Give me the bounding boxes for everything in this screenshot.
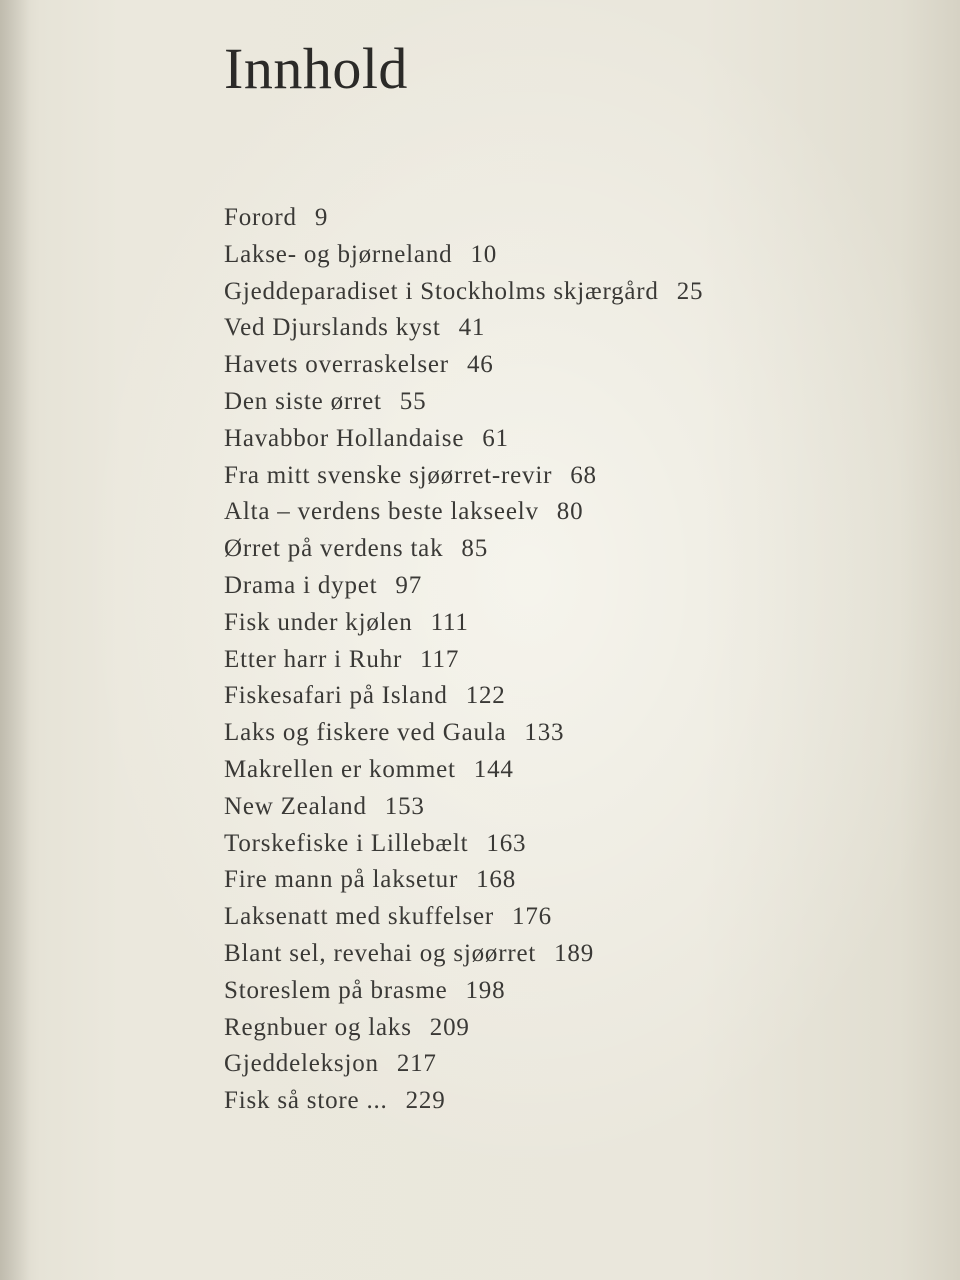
toc-entry-title: Storeslem på brasme: [224, 976, 448, 1004]
toc-entry: [224, 458, 703, 495]
table-of-contents: [224, 200, 703, 1120]
toc-entry-title: Fra mitt svenske sjøørret-revir: [224, 461, 553, 489]
toc-entry-page-number: 117: [420, 645, 460, 673]
toc-entry: [224, 1083, 703, 1120]
toc-entry-page-number: 68: [570, 461, 597, 489]
toc-entry: [224, 899, 703, 936]
toc-entry-page-number: 176: [512, 903, 552, 931]
toc-entry-page-number: 97: [395, 571, 423, 599]
toc-entry-title: Ved Djurslands kyst: [224, 314, 441, 342]
toc-entry: [224, 200, 703, 237]
toc-entry: [224, 1046, 703, 1083]
toc-entry: [224, 862, 703, 899]
toc-entry: [224, 421, 703, 458]
toc-entry-title: Forord: [224, 204, 297, 231]
toc-entry-page-number: 163: [486, 829, 527, 857]
toc-entry-page-number: 144: [473, 755, 514, 783]
toc-entry-title: Etter harr i Ruhr: [224, 645, 403, 673]
toc-entry: [224, 605, 703, 642]
toc-entry: [224, 568, 703, 605]
toc-entry-title: Alta – verdens beste lakseelv: [224, 498, 539, 526]
toc-entry-title: Gjeddeparadiset i Stockholms skjærgård: [224, 277, 659, 305]
toc-entry-title: Makrellen er kommet: [224, 755, 456, 783]
toc-entry-title: Lakse- og bjørneland: [224, 240, 453, 268]
toc-entry-page-number: 80: [556, 498, 584, 526]
toc-entry: [224, 347, 703, 384]
toc-entry-title: Drama i dypet: [224, 571, 378, 599]
toc-entry-page-number: 168: [476, 866, 517, 894]
toc-entry: [224, 973, 703, 1010]
toc-entry-page-number: 111: [430, 608, 469, 636]
toc-entry: [224, 789, 703, 826]
toc-entry-page-number: 153: [384, 792, 425, 820]
toc-entry: [224, 237, 703, 274]
toc-entry-page-number: 189: [554, 939, 595, 967]
toc-entry: [224, 715, 703, 752]
toc-entry-title: Laks og fiskere ved Gaula: [224, 719, 507, 747]
toc-entry: [224, 531, 703, 568]
toc-entry-title: Torskefiske i Lillebælt: [224, 829, 469, 857]
toc-entry-page-number: 133: [524, 719, 565, 747]
page-gutter-shadow: [0, 0, 30, 1280]
toc-entry: [224, 310, 703, 347]
toc-entry-page-number: 122: [465, 682, 506, 710]
toc-entry: [224, 678, 703, 715]
toc-entry: [224, 642, 703, 679]
toc-entry-page-number: 229: [405, 1087, 446, 1115]
toc-entry: [224, 274, 703, 311]
toc-entry-page-number: 85: [461, 535, 488, 563]
toc-entry-title: Gjeddeleksjon: [224, 1050, 379, 1078]
toc-entry: [224, 826, 703, 863]
toc-entry: [224, 494, 703, 531]
toc-entry-title: New Zealand: [224, 792, 367, 820]
toc-entry-title: Regnbuer og laks: [224, 1013, 412, 1041]
toc-entry: [224, 936, 703, 973]
toc-entry-title: Fire mann på laksetur: [224, 866, 459, 894]
toc-entry-page-number: 10: [470, 240, 498, 268]
toc-entry-title: Fiskesafari på Island: [224, 682, 448, 710]
toc-entry-title: Fisk så store ...: [224, 1087, 388, 1115]
toc-entry: [224, 384, 703, 421]
page-title: Innhold: [224, 36, 408, 101]
toc-entry-title: Fisk under kjølen: [224, 608, 413, 636]
toc-entry-title: Den siste ørret: [224, 387, 382, 415]
toc-entry-page-number: 198: [465, 976, 506, 1004]
toc-entry-page-number: 61: [482, 424, 509, 452]
toc-entry-page-number: 209: [429, 1013, 470, 1041]
toc-entry-page-number: 55: [399, 387, 427, 415]
toc-entry-page-number: 46: [466, 351, 494, 379]
toc-entry: [224, 752, 703, 789]
toc-entry-title: Havets overraskelser: [224, 351, 449, 379]
toc-entry-page-number: 41: [458, 314, 486, 342]
toc-entry-title: Havabbor Hollandaise: [224, 424, 465, 452]
toc-entry: [224, 1010, 703, 1047]
toc-entry-page-number: 25: [676, 277, 704, 305]
toc-entry-page-number: 9: [314, 204, 329, 231]
toc-entry-title: Laksenatt med skuffelser: [224, 903, 495, 931]
toc-entry-page-number: 217: [396, 1050, 437, 1078]
toc-entry-title: Blant sel, revehai og sjøørret: [224, 939, 537, 967]
toc-entry-title: Ørret på verdens tak: [224, 535, 444, 563]
